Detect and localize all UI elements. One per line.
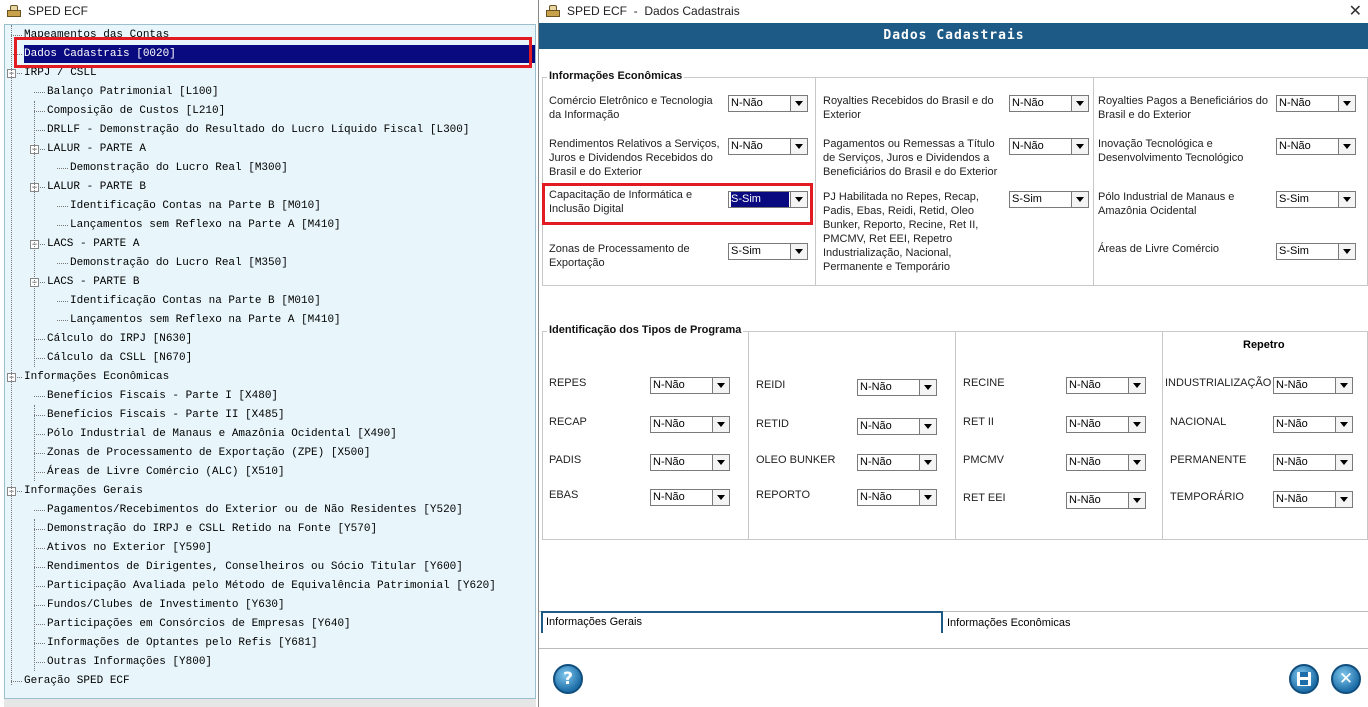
tree-connector xyxy=(34,358,45,359)
combo-select[interactable]: N-Não xyxy=(1066,492,1146,509)
left-titlebar xyxy=(0,0,538,22)
tree-connector xyxy=(34,624,45,625)
tree-connector xyxy=(34,472,45,473)
dropdown-arrow-icon[interactable] xyxy=(1335,417,1352,432)
close-icon[interactable]: ✕ xyxy=(1348,3,1362,20)
dropdown-arrow-icon[interactable] xyxy=(1071,192,1088,207)
tree-connector xyxy=(34,434,45,435)
econ-legend: Informações Econômicas xyxy=(549,70,683,82)
program-label: NACIONAL xyxy=(1170,416,1227,428)
dropdown-arrow-icon[interactable] xyxy=(712,490,729,505)
program-label: PMCMV xyxy=(963,454,1004,466)
tree-guide xyxy=(34,405,35,481)
program-label: RETID xyxy=(756,418,789,430)
econ-divider-1 xyxy=(815,78,816,285)
program-label: INDUSTRIALIZAÇÃO xyxy=(1165,377,1272,389)
program-divider-2 xyxy=(955,332,956,539)
combo-select[interactable]: N-Não xyxy=(650,377,730,394)
tree-item[interactable]: Zonas de Processamento de Exportação (ZPE) [X500] xyxy=(47,447,371,459)
program-label: PADIS xyxy=(549,454,582,466)
dropdown-arrow-icon[interactable] xyxy=(1335,378,1352,393)
econ-label: Rendimentos Relativos a Serviços, Juros e Dividendos Recebidos do Brasil e do Exterior xyxy=(549,138,720,178)
combo-select[interactable]: N-Não xyxy=(857,454,937,471)
sped-app-icon xyxy=(6,4,22,18)
tree-item[interactable]: Outras Informações [Y800] xyxy=(47,656,213,668)
tree-connector xyxy=(34,605,45,606)
combo-select[interactable]: N-Não xyxy=(857,379,937,396)
tree-item[interactable]: Lançamentos sem Reflexo na Parte A [M410] xyxy=(70,219,341,231)
save-button[interactable] xyxy=(1289,664,1319,694)
program-label: RET II xyxy=(963,416,994,428)
combo-select[interactable]: S-Sim xyxy=(728,191,808,208)
program-label: RECINE xyxy=(963,377,1005,389)
program-label: REPES xyxy=(549,377,587,389)
tree-connector xyxy=(34,586,45,587)
form-window xyxy=(538,0,1368,707)
exit-button[interactable] xyxy=(1331,664,1361,694)
dropdown-arrow-icon[interactable] xyxy=(1338,244,1355,259)
tree-item[interactable]: Identificação Contas na Parte B [M010] xyxy=(70,200,321,212)
tree-item[interactable]: Demonstração do Lucro Real [M350] xyxy=(70,257,288,269)
dropdown-arrow-icon[interactable] xyxy=(919,490,936,505)
dropdown-arrow-icon[interactable] xyxy=(790,96,807,111)
tree-item[interactable]: Pagamentos/Recebimentos do Exterior ou de Não Residentes [Y520] xyxy=(47,504,463,516)
combo-select[interactable]: N-Não xyxy=(650,489,730,506)
help-button[interactable] xyxy=(553,664,583,694)
tree-item[interactable]: Balanço Patrimonial [L100] xyxy=(47,86,219,98)
tree-item[interactable]: LACS - PARTE B xyxy=(47,276,140,288)
dropdown-arrow-icon[interactable] xyxy=(712,378,729,393)
combo-select[interactable]: N-Não xyxy=(1273,377,1353,394)
tree-hscrollbar[interactable] xyxy=(4,699,536,707)
econ-label: PJ Habilitada no Repes, Recap, Padis, Ebas, Reidi, Retid, Oleo Bunker, Reporto, Recine, Ret II, PMCMV, Ret EEI, Repetro Industrialização, Nacional, Permanente e Temporário xyxy=(823,191,979,273)
tree-collapse-icon[interactable]: − xyxy=(8,372,15,382)
tree-item[interactable]: Composição de Custos [L210] xyxy=(47,105,226,117)
econ-label: Comércio Eletrônico e Tecnologia da Informação xyxy=(549,95,713,121)
dropdown-arrow-icon[interactable] xyxy=(790,192,807,207)
tree-item[interactable]: Identificação Contas na Parte B [M010] xyxy=(70,295,321,307)
tree-item[interactable]: Dados Cadastrais [0020] xyxy=(24,45,536,63)
tree-collapse-icon[interactable]: − xyxy=(31,239,38,249)
combo-select[interactable]: N-Não xyxy=(1276,95,1356,112)
tree-item[interactable]: LALUR - PARTE A xyxy=(47,143,147,155)
tree-item[interactable]: Rendimentos de Dirigentes, Conselheiros ou Sócio Titular [Y600] xyxy=(47,561,463,573)
dropdown-arrow-icon[interactable] xyxy=(1335,492,1352,507)
program-divider-1 xyxy=(748,332,749,539)
program-label: RECAP xyxy=(549,416,587,428)
tree-connector xyxy=(34,111,45,112)
tree-item[interactable]: Participações em Consórcios de Empresas [Y640] xyxy=(47,618,351,630)
program-legend: Identificação dos Tipos de Programa xyxy=(549,324,742,336)
econ-label: Inovação Tecnológica e Desenvolvimento Tecnológico xyxy=(1098,138,1244,164)
tree-connector xyxy=(34,130,45,131)
tree-connector xyxy=(34,662,45,663)
dropdown-arrow-icon[interactable] xyxy=(1338,192,1355,207)
combo-select[interactable]: N-Não xyxy=(857,418,937,435)
tree-item[interactable]: IRPJ / CSLL xyxy=(24,67,97,79)
dropdown-arrow-icon[interactable] xyxy=(1128,493,1145,508)
combo-select[interactable]: N-Não xyxy=(728,95,808,112)
combo-select[interactable]: S-Sim xyxy=(1276,191,1356,208)
combo-select[interactable]: N-Não xyxy=(1009,138,1089,155)
tree-connector xyxy=(34,548,45,549)
program-label: RET EEI xyxy=(963,492,1006,504)
dropdown-arrow-icon[interactable] xyxy=(1338,96,1355,111)
right-titlebar xyxy=(539,0,1368,22)
econ-label: Royalties Pagos a Beneficiários do Brasil e do Exterior xyxy=(1098,95,1268,121)
right-window-title: SPED ECF - Dados Cadastrais xyxy=(567,4,740,18)
tree-connector xyxy=(57,263,68,264)
econ-label: Pagamentos ou Remessas a Título de Serviços, Juros e Dividendos a Beneficiários do Brasil e do Exterior xyxy=(823,138,998,178)
combo-select[interactable]: N-Não xyxy=(650,454,730,471)
econ-label: Zonas de Processamento de Exportação xyxy=(549,243,690,269)
dropdown-arrow-icon[interactable] xyxy=(1071,139,1088,154)
navigation-tree[interactable] xyxy=(4,24,536,699)
program-label: REIDI xyxy=(756,379,786,391)
tree-connector xyxy=(34,453,45,454)
combo-select[interactable]: N-Não xyxy=(650,416,730,433)
tree-collapse-icon[interactable]: − xyxy=(31,182,38,192)
tree-item[interactable]: Pólo Industrial de Manaus e Amazônia Ocidental [X490] xyxy=(47,428,397,440)
econ-label: Pólo Industrial de Manaus e Amazônia Ocidental xyxy=(1098,191,1235,217)
tree-item[interactable]: Informações Gerais xyxy=(24,485,143,497)
tree-connector xyxy=(34,510,45,511)
program-divider-3 xyxy=(1162,332,1163,539)
econ-label: Capacitação de Informática e Inclusão Digital xyxy=(549,189,693,215)
exit-icon: ✕ xyxy=(1338,669,1354,689)
tree-connector xyxy=(11,54,22,55)
tree-item[interactable]: Participação Avaliada pelo Método de Equivalência Patrimonial [Y620] xyxy=(47,580,496,592)
econ-label: Áreas de Livre Comércio xyxy=(1098,243,1220,255)
combo-select[interactable]: N-Não xyxy=(857,489,937,506)
tree-connector xyxy=(34,643,45,644)
tree-item[interactable]: Geração SPED ECF xyxy=(24,675,130,687)
dropdown-arrow-icon[interactable] xyxy=(1128,378,1145,393)
tree-connector xyxy=(34,529,45,530)
tree-item[interactable]: Cálculo do IRPJ [N630] xyxy=(47,333,193,345)
tree-connector xyxy=(57,225,68,226)
help-icon: ? xyxy=(563,669,573,689)
combo-select[interactable]: S-Sim xyxy=(728,243,808,260)
tree-connector xyxy=(34,567,45,568)
dropdown-arrow-icon[interactable] xyxy=(1128,455,1145,470)
dropdown-arrow-icon[interactable] xyxy=(1338,139,1355,154)
combo-select[interactable]: N-Não xyxy=(1273,491,1353,508)
tree-connector xyxy=(34,415,45,416)
tree-item[interactable]: Lançamentos sem Reflexo na Parte A [M410] xyxy=(70,314,341,326)
tree-window xyxy=(0,0,538,707)
sped-app-icon xyxy=(545,4,561,18)
tree-item[interactable]: Informações de Optantes pelo Refis [Y681] xyxy=(47,637,318,649)
dropdown-arrow-icon[interactable] xyxy=(1071,96,1088,111)
tree-item[interactable]: Demonstração do IRPJ e CSLL Retido na Fonte [Y570] xyxy=(47,523,378,535)
combo-select[interactable]: S-Sim xyxy=(1009,191,1089,208)
dropdown-arrow-icon[interactable] xyxy=(1335,455,1352,470)
combo-select[interactable]: N-Não xyxy=(1066,454,1146,471)
dropdown-arrow-icon[interactable] xyxy=(790,139,807,154)
footer-line xyxy=(539,648,1368,649)
tree-item[interactable]: Cálculo da CSLL [N670] xyxy=(47,352,193,364)
tree-item[interactable]: Benefícios Fiscais - Parte I [X480] xyxy=(47,390,279,402)
tree-item[interactable]: Fundos/Clubes de Investimento [Y630] xyxy=(47,599,285,611)
tree-connector xyxy=(57,206,68,207)
dropdown-arrow-icon[interactable] xyxy=(1128,417,1145,432)
combo-select[interactable]: N-Não xyxy=(1273,454,1353,471)
combo-select[interactable]: N-Não xyxy=(1066,377,1146,394)
tree-collapse-icon[interactable]: − xyxy=(31,277,38,287)
tree-item[interactable]: Áreas de Livre Comércio (ALC) [X510] xyxy=(47,466,285,478)
tree-item[interactable]: Demonstração do Lucro Real [M300] xyxy=(70,162,288,174)
tree-connector xyxy=(11,681,22,682)
tree-collapse-icon[interactable]: − xyxy=(31,144,38,154)
tab-informacoes-gerais[interactable]: Informações Gerais xyxy=(541,611,943,633)
combo-select[interactable]: N-Não xyxy=(1066,416,1146,433)
combo-select[interactable]: N-Não xyxy=(1009,95,1089,112)
dropdown-arrow-icon[interactable] xyxy=(919,455,936,470)
dropdown-arrow-icon[interactable] xyxy=(790,244,807,259)
tree-guide xyxy=(11,25,12,685)
tree-collapse-icon[interactable]: − xyxy=(8,68,15,78)
combo-select[interactable]: N-Não xyxy=(1273,416,1353,433)
econ-divider-2 xyxy=(1093,78,1094,285)
program-label: OLEO BUNKER xyxy=(756,454,836,466)
dropdown-arrow-icon[interactable] xyxy=(712,417,729,432)
tree-guide xyxy=(34,101,35,367)
save-icon xyxy=(1297,672,1311,686)
combo-select[interactable]: N-Não xyxy=(1276,138,1356,155)
combo-select[interactable]: N-Não xyxy=(728,138,808,155)
tree-item[interactable]: Informações Econômicas xyxy=(24,371,170,383)
left-window-title: SPED ECF xyxy=(28,4,89,18)
tree-connector xyxy=(57,320,68,321)
dropdown-arrow-icon[interactable] xyxy=(919,380,936,395)
program-label: REPORTO xyxy=(756,489,810,501)
program-label: PERMANENTE xyxy=(1170,454,1247,466)
econ-label: Royalties Recebidos do Brasil e do Exterior xyxy=(823,95,994,121)
tree-connector xyxy=(34,396,45,397)
tree-item[interactable]: Ativos no Exterior [Y590] xyxy=(47,542,213,554)
dropdown-arrow-icon[interactable] xyxy=(919,419,936,434)
tree-connector xyxy=(57,301,68,302)
repetro-title: Repetro xyxy=(1243,339,1285,351)
tree-item[interactable]: LACS - PARTE A xyxy=(47,238,140,250)
tree-connector xyxy=(34,339,45,340)
tree-guide xyxy=(34,519,35,671)
form-header: Dados Cadastrais xyxy=(539,23,1368,49)
program-label: EBAS xyxy=(549,489,579,501)
tree-connector xyxy=(57,168,68,169)
tree-connector xyxy=(11,35,22,36)
tree-item[interactable]: Mapeamentos das Contas xyxy=(24,29,170,41)
program-label: TEMPORÁRIO xyxy=(1170,491,1244,503)
combo-select[interactable]: S-Sim xyxy=(1276,243,1356,260)
tree-connector xyxy=(34,92,45,93)
tree-item[interactable]: Benefícios Fiscais - Parte II [X485] xyxy=(47,409,285,421)
dropdown-arrow-icon[interactable] xyxy=(712,455,729,470)
tree-collapse-icon[interactable]: − xyxy=(8,486,15,496)
tree-item[interactable]: LALUR - PARTE B xyxy=(47,181,147,193)
tree-item[interactable]: DRLLF - Demonstração do Resultado do Lucro Líquido Fiscal [L300] xyxy=(47,124,470,136)
tab-informacoes-economicas[interactable]: Informações Econômicas xyxy=(947,617,1071,629)
